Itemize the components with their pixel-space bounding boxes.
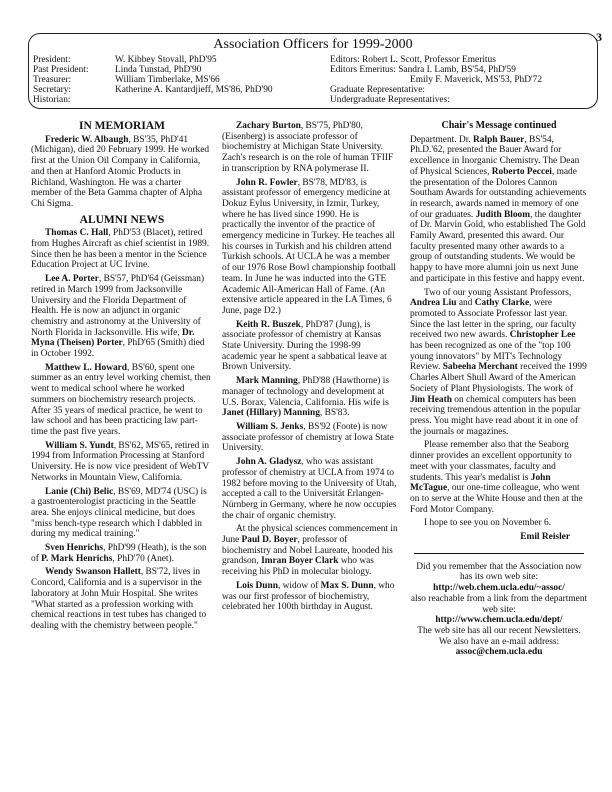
chair-text: , BS'54, Ph.D.'62, presented the Bauer Award for excellence in Inorganic Chemistry. The Dean of Physical Sciences,	[410, 134, 580, 177]
alumni-heading: ALUMNI NEWS	[79, 213, 165, 226]
alumni-entry	[31, 228, 213, 271]
graduate-rep-line: Graduate Representative:	[330, 85, 426, 95]
memoriam-entry	[31, 135, 213, 210]
entry-text: , BS'78, MD'83, is assistant professor of emergency medicine at Dokuz Eylus University, in Izmir, Turkey, where he has lived since 1990. He is practically the inventor of the practice of emergency medicine in Turkey. He teaches all his courses in Turkish and his children attend Turkish schools. At UCLA he was a member of our 1976 Rose Bowl championship football team. In June he was inducted into the GTE Academic All-American Hall of Fame. (An extensive article appeared in the LA Times, 6 June, page D2.)	[222, 177, 396, 316]
note-text: also reachable from a link from the department web site:	[410, 593, 588, 615]
person-name: John R. Fowler	[236, 177, 298, 188]
entry-text: , PhD'53 (Blacet), retired from Hughes Aircraft as chief scientist in 1989. Since then he has been a mentor in the Science Education Project at UC Irvine.	[31, 228, 210, 271]
person-name: Lee A. Porter	[45, 274, 99, 285]
person-name: Zachary Burton	[236, 121, 301, 131]
page-number: 3	[596, 30, 602, 44]
chair-text: and	[456, 298, 475, 309]
person-name: John McTague	[410, 472, 551, 494]
entry-text: , BS'92 (Foote) is now associate professor of chemistry at Iowa State University.	[222, 421, 394, 454]
person-name: Lois Dunn	[236, 580, 278, 591]
entry-text: , who was assistant professor of chemistry at UCLA from 1974 to 1982 before moving to the University of Utah, accepted a call to the Universität Erlangen-Nürnberg in Germany, where he now occupies the chair of organic chemistry.	[222, 457, 397, 521]
officer-value: Katherine A. Kantardjieff, MS'86, PhD'90	[115, 85, 273, 95]
person-name: Ralph Bauer	[473, 134, 525, 145]
alumni-entry	[222, 320, 398, 374]
person-name: Lanie (Chi) Belic	[45, 486, 114, 497]
chair-paragraph	[410, 135, 588, 285]
chair-text: Two of our young Assistant Professors,	[424, 287, 572, 298]
column-1	[31, 121, 213, 635]
alumni-entry	[222, 121, 398, 175]
chair-text: on chemical computers has been receiving tremendous attention in the popular press. You might have read about it in one of the journals or magazines.	[410, 394, 581, 437]
alumni-entry	[31, 441, 213, 484]
chair-text: , were promoted to Associate Professor last year. Since the last letter in the spring, our faculty received two new awards.	[410, 298, 577, 341]
person-name: Roberto Peccei	[491, 166, 552, 177]
officer-label: Historian:	[33, 95, 71, 105]
entry-text: , BS'60, spent one summer as an entry level working chemist, then went to medical school where he worked summers on biochemistry research projects. After 35 years of medical practice, he went to law school and has been practicing law part-time the past five years.	[31, 362, 211, 437]
person-name: William S. Jenks	[236, 421, 304, 432]
officer-label: Treasurer:	[33, 75, 72, 85]
person-name: Frederic W. Albaugh	[45, 134, 129, 145]
chair-message-heading: Chair's Message continued	[441, 120, 557, 131]
person-name: Judith Bloom	[475, 209, 531, 220]
award-paragraph	[222, 524, 398, 578]
entry-text: who was receiving his PhD in molecular biology.	[222, 556, 374, 578]
entry-text: , PhD'65 (Smith) died in October 1992.	[31, 338, 205, 360]
alumni-entry	[31, 543, 213, 564]
person-name: Sabeeha Merchant	[442, 362, 518, 373]
entry-text: , PhD'99 (Heath), is the son of	[31, 543, 207, 564]
entry-text: , BS'62, MS'65, retired in 1994 from Information Processing at Stanford University. He is now vice president of WebTV Networks in Mountain View, California.	[31, 440, 210, 483]
person-name: Thomas C. Hall	[45, 228, 109, 239]
dunn-paragraph	[222, 581, 398, 613]
person-name: Andrea Liu	[410, 298, 457, 309]
entry-text: , BS'72, lives in Concord, California and is a supervisor in the laboratory at John Muir Hospital. She writes "What started as a profession working with chemical reactions in test tubes has changed to dealing with the chemistry between people."	[31, 567, 207, 631]
entry-text: , BS'35, PhD'41 (Michigan), died 20 February 1999. He worked first at the Union Oil Company in California, and then at Hanford Atomic Products in Richland, Washington. He was a charter member of the Beta Gamma chapter of Alpha Chi Sigma.	[31, 134, 210, 209]
person-name: Matthew L. Howard	[45, 362, 128, 373]
person-name: Imran Boyer Clark	[261, 556, 339, 567]
signature: Emil Reisler	[520, 532, 570, 543]
alumni-entry	[222, 422, 398, 454]
alumni-entry	[31, 274, 213, 360]
chair-text: , made the presentation of the Dolores Cannon Southam Awards for outstanding achievements in research, awards named in memory of one of our graduates.	[410, 166, 587, 220]
person-name: Cathy Clarke	[474, 298, 530, 309]
entry-text: , BS'75, PhD'80, (Eisenberg) is associate professor of biochemistry at Michigan State University. Zach's research is on the role of human TFIIF in transcription by RNA polymerase II.	[222, 121, 394, 174]
entry-text: , BS'69, MD'74 (USC) is a gastroenterologist practicing in the Seattle area. She enjoys clinical medicine, but does "miss bench-type research which I dabbled in during my medical training."	[31, 486, 207, 540]
chair-paragraph	[410, 288, 588, 438]
person-name: Janet (Hillary) Manning	[222, 408, 320, 419]
person-name: William S. Yundt	[45, 440, 114, 451]
officer-label: President:	[33, 55, 71, 65]
chair-text: has been recognized as one of the "top 100 young innovators" by MIT's Technology Review.	[410, 341, 571, 373]
divider	[414, 553, 584, 554]
editors-emeritus-line: Editors Emeritus: Sandra I. Lamb, BS'54, PhD'59	[330, 65, 516, 75]
entry-text: , PhD'87 (Jung), is associate professor of chemistry at Kansas State University. During the 1998-99 academic year he spent a sabbatical leave at Brown University.	[222, 319, 387, 373]
person-name: Jim Heath	[410, 394, 452, 405]
editors-line: Editors: Robert L. Scott, Professor Emeritus	[330, 55, 496, 65]
entry-text: , BS'57, PhD'64 (Geissman) retired in March 1999 from Jacksonville University and the Florida Department of Health. He is now an adjunct in organic chemistry and astronomy at the University of North Florida in Jacksonville. His wife,	[31, 274, 205, 338]
entry-text: , PhD'88 (Hawthorne) is manager of technology and development at U.S. Borax, Valencia, California. His wife is	[222, 376, 389, 408]
entry-text: , professor of biochemistry and Nobel Laureate, hooded his grandson,	[222, 535, 393, 567]
officers-box	[28, 33, 598, 109]
association-url-link[interactable]: http://web.chem.ucla.edu/~assoc/	[433, 583, 565, 594]
column-3	[410, 121, 588, 658]
note-text: Did you remember that the Association now has its own web site:	[416, 561, 582, 583]
entry-text: , PhD'70 (Anet).	[112, 553, 175, 564]
entry-text: At the physical sciences commencement in June	[222, 524, 398, 546]
alumni-entry	[222, 376, 398, 419]
person-name: Dr. Myna (Theisen) Porter	[31, 327, 195, 349]
person-name: Max S. Dunn	[320, 580, 374, 591]
alumni-entry	[31, 567, 213, 631]
alumni-entry	[222, 457, 398, 521]
person-name: John A. Gladysz	[236, 457, 302, 468]
person-name: Wendy Swanson Hallett	[45, 567, 141, 578]
officer-label: Past President:	[33, 65, 89, 75]
person-name: P. Mark Henrichs	[41, 553, 113, 564]
officers-title: Association Officers for 1999-2000	[213, 37, 413, 52]
officer-value: William Timberlake, MS'66	[115, 75, 220, 85]
email-link[interactable]: assoc@chem.ucla.edu	[455, 647, 543, 658]
chair-text: , our one-time colleague, who went on to serve at the White House and then at the Ford Motor Company.	[410, 483, 583, 515]
alumni-entry	[222, 178, 398, 317]
person-name: Paul D. Boyer	[241, 535, 298, 546]
person-name: Christopher Lee	[509, 330, 576, 341]
officer-value: W. Kibbey Stovall, PhD'95	[115, 55, 217, 65]
department-url-link[interactable]: http://www.chem.ucla.edu/dept/	[435, 615, 563, 626]
entry-text: , BS'83.	[319, 408, 350, 419]
editors-emeritus-line-2: Emily F. Maverick, MS'53, PhD'72	[410, 75, 543, 85]
officer-label: Secretary:	[33, 85, 71, 95]
column-2	[222, 121, 398, 616]
entry-text: , who was our first professor of biochemistry, celebrated her 100th birthday in August.	[222, 580, 395, 613]
memoriam-heading: IN MEMORIAM	[79, 120, 165, 132]
person-name: Mark Manning	[236, 376, 298, 387]
chair-text: Department. Dr.	[410, 134, 474, 145]
chair-paragraph: I hope to see you on November 6.	[424, 518, 552, 529]
person-name: Sven Henrichs	[45, 543, 104, 554]
chair-text: received the 1999 Charles Albert Shull Award of the American Society of Plant Physiologists. The work of	[410, 362, 587, 394]
alumni-entry	[31, 487, 213, 541]
website-note	[410, 562, 588, 658]
officer-value: Linda Tunstad, PhD'90	[115, 65, 202, 75]
alumni-entry	[31, 363, 213, 438]
note-text: The web site has all our recent Newsletters.	[417, 625, 581, 636]
chair-paragraph	[410, 440, 588, 515]
entry-text: , widow of	[277, 580, 321, 591]
person-name: Keith R. Buszek	[236, 319, 301, 330]
note-text: We also have an e-mail address:	[438, 636, 560, 647]
chair-text: , the daughter of Dr. Marvin Gold, who established The Gold Family Award, presented this award. Our faculty presented many other awards to a group of outstanding students. We would be happy to have more alumni join us next June and participate in this festive and happy event.	[410, 209, 586, 284]
undergrad-rep-line: Undergraduate Representatives:	[330, 95, 450, 105]
chair-text: Please remember also that the Seaborg dinner provides an excellent opportunity to meet with your classmates, faculty and students. This year's medalist is	[410, 440, 572, 483]
